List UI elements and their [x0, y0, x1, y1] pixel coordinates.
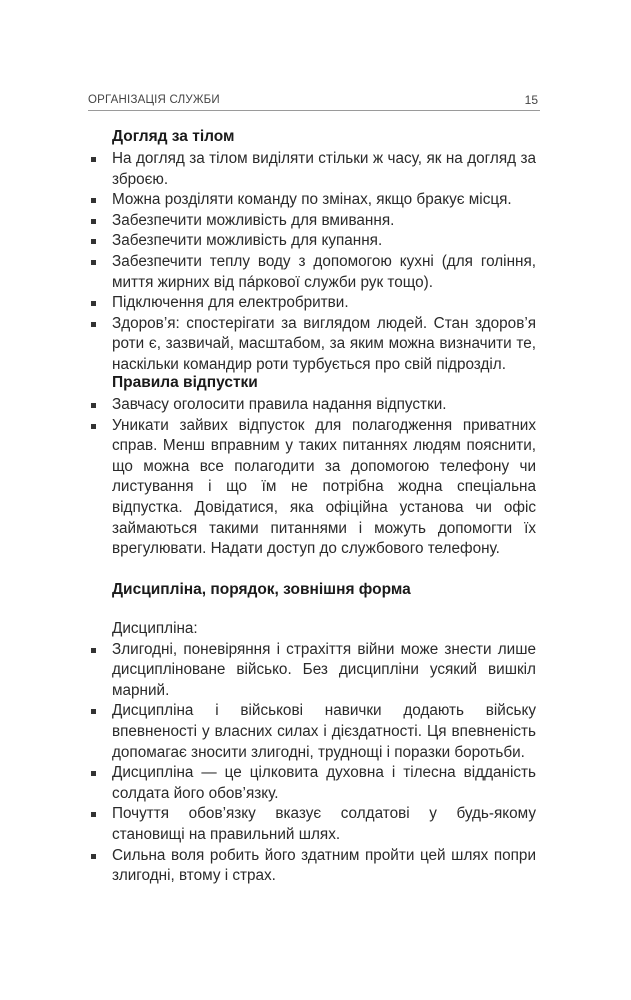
bullet-list — [112, 149, 536, 376]
section-body-care — [112, 127, 536, 376]
list-item: Забезпечити можливість для вмивання. — [112, 211, 536, 232]
list-item: Уникати зайвих відпусток для полагодження приватних справ. Менш вправним у таких питаннях людям пояснити, що можна все полагодити за допомогою телефону чи листування і що їм не потрібна жодна спеціальна відпустка. Довідатися, яка офіційна установа чи офіс займаються такими питаннями і можуть допомогти їх врегулювати. Надати доступ до службового телефону. — [112, 416, 536, 560]
subheading-lead: Дисципліна: — [112, 620, 198, 637]
list-item: На догляд за тілом виділяти стільки ж часу, як на догляд за зброєю. — [112, 149, 536, 190]
list-item: Завчасу оголосити правила надання відпустки. — [112, 395, 536, 416]
list-item: Почуття обов’язку вказує солдатові у будь-якому становищі на правильний шлях. — [112, 804, 536, 845]
list-item: Дисципліна — це цілковита духовна і тілесна відданість солдата його обов’язку. — [112, 763, 536, 804]
section-leave-rules — [112, 373, 536, 560]
running-title: ОРГАНІЗАЦІЯ СЛУЖБИ — [88, 94, 220, 106]
list-item: Злигодні, поневіряння і страхіття війни може знести лише дисципліноване військо. Без дисципліни усякий вишкіл марний. — [112, 640, 536, 702]
list-item: Сильна воля робить його здатним пройти цей шлях попри злигодні, втому і страх. — [112, 846, 536, 887]
list-item: Здоров’я: спостерігати за виглядом людей. Стан здоров’я роти є, зазвичай, масштабом, за яким можна визначити те, наскільки командир роти турбується про свій підрозділ. — [112, 314, 536, 376]
list-item: Підключення для електробритви. — [112, 293, 536, 314]
section-discipline — [112, 580, 536, 887]
list-item: Забезпечити теплу воду з допомогою кухні (для гоління, миття жирних від пáркової служби рук тощо). — [112, 252, 536, 293]
list-item: Забезпечити можливість для купання. — [112, 231, 536, 252]
list-item: Можна розділяти команду по змінах, якщо бракує місця. — [112, 190, 536, 211]
section-heading: Правила відпустки — [112, 374, 258, 391]
section-heading: Дисципліна, порядок, зовнішня форма — [112, 581, 411, 598]
bullet-list — [112, 395, 536, 560]
running-header — [88, 92, 540, 111]
list-item: Дисципліна і військові навички додають війську впевненості у власних силах і дієздатності. Ця впевненість допомагає зносити злигодні, труднощі і поразки боротьби. — [112, 701, 536, 763]
page-number: 15 — [524, 93, 538, 107]
bullet-list — [112, 640, 536, 887]
section-heading: Догляд за тілом — [112, 128, 235, 145]
